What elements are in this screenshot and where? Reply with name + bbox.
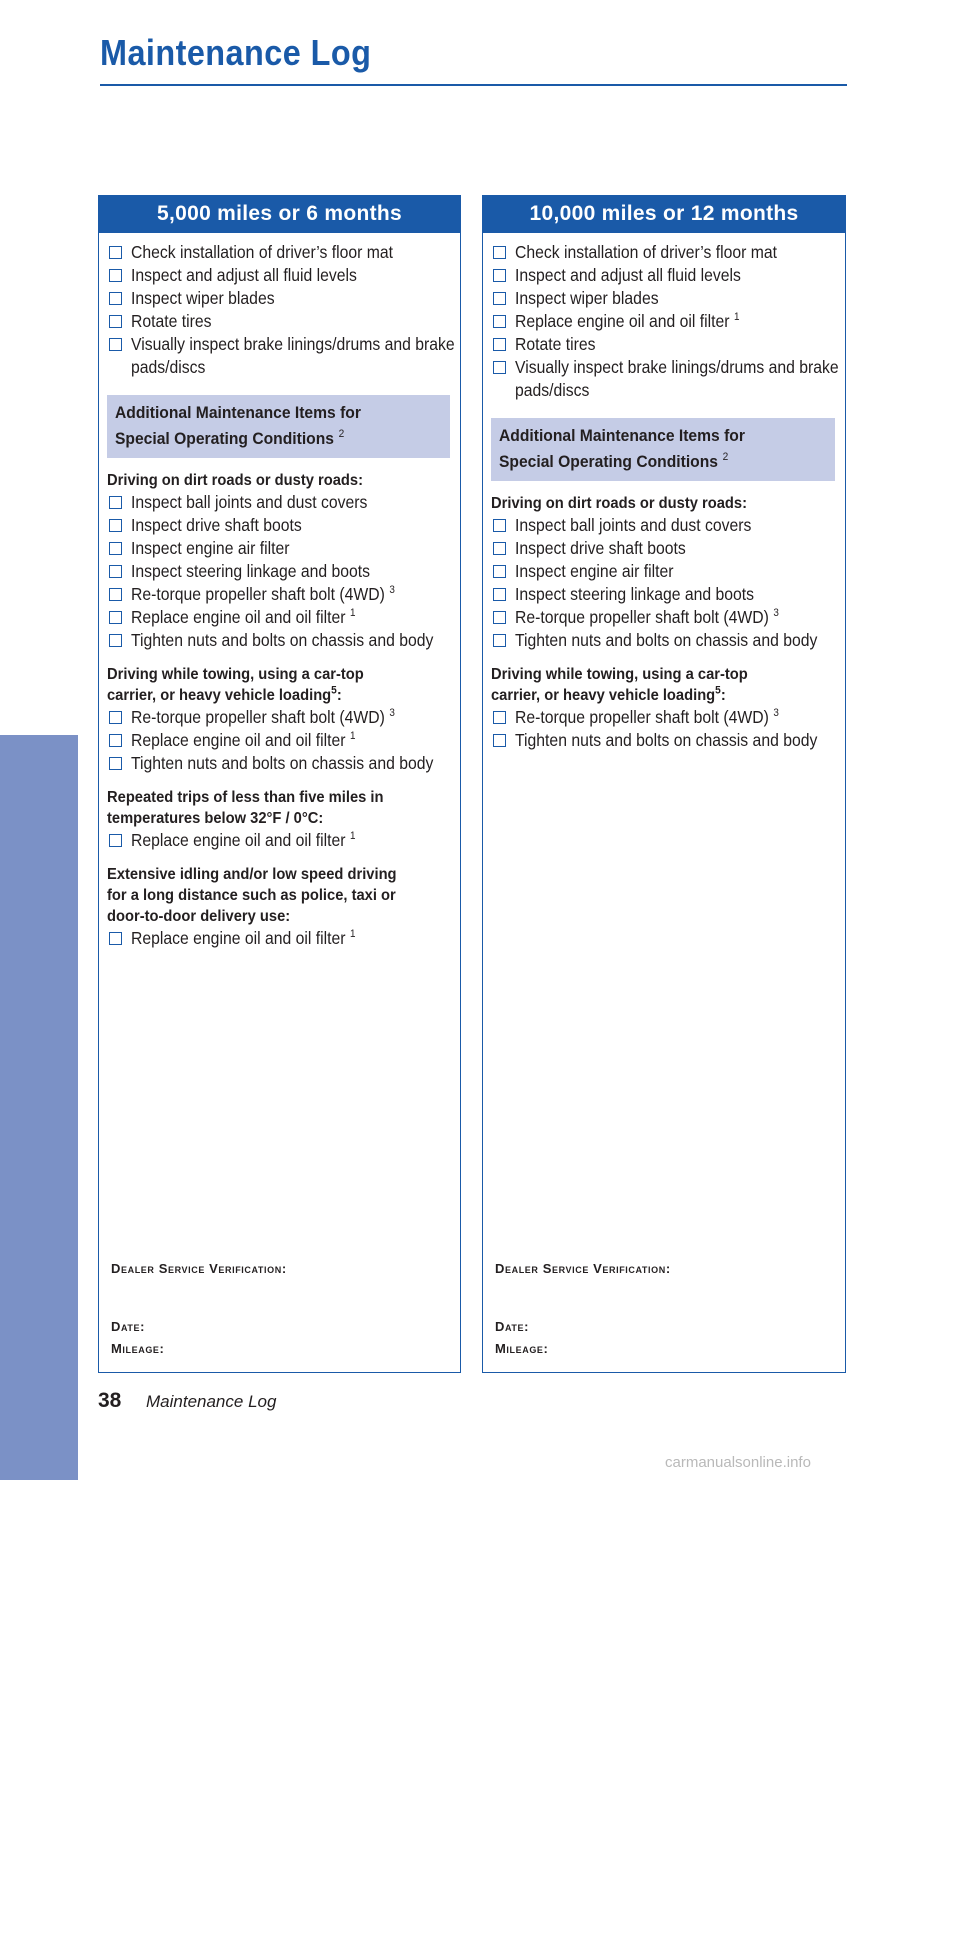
date-label: Date:: [111, 1319, 146, 1334]
checklist-item-label: [515, 606, 779, 629]
banner-line-2: [115, 426, 344, 452]
footnote-marker: 3: [389, 584, 395, 597]
condition-heading-line: [107, 808, 323, 829]
side-tab: [0, 735, 78, 1949]
checklist-item-text: Inspect drive shaft boots: [131, 515, 302, 535]
checklist-item: [107, 310, 452, 333]
condition-heading-text: Driving on dirt roads or dusty roads:: [107, 472, 363, 489]
checklist-item-text: Inspect and adjust all fluid levels: [515, 265, 741, 285]
checklist-item-text: Inspect drive shaft boots: [515, 538, 686, 558]
checklist-item-text: Replace engine oil and oil filter: [131, 730, 346, 750]
column-body: [99, 233, 460, 950]
watermark: carmanualsonline.info: [665, 1454, 811, 1471]
checklist-item-label: [131, 583, 395, 606]
checklist-item-label: [515, 333, 600, 356]
condition-heading-line: [107, 664, 364, 685]
checklist-item-text: Inspect steering linkage and boots: [515, 584, 755, 604]
checklist-item-label: [515, 706, 779, 729]
banner-line-1: Additional Maintenance Items for: [115, 403, 361, 422]
checklist-item-text: Inspect ball joints and dust covers: [131, 492, 368, 512]
checkbox-icon[interactable]: [493, 315, 506, 328]
checklist-item: [107, 706, 452, 729]
condition-heading-text: Driving on dirt roads or dusty roads:: [491, 495, 747, 512]
checklist-item: [491, 606, 837, 629]
footnote-marker: 5: [331, 684, 337, 697]
checkbox-icon[interactable]: [493, 361, 506, 374]
checkbox-icon[interactable]: [109, 588, 122, 601]
checklist-item: [107, 752, 452, 775]
condition-heading: [107, 470, 452, 491]
condition-heading-line: [491, 493, 747, 514]
checklist-item-label: [515, 629, 822, 652]
page-title: Maintenance Log: [100, 32, 372, 73]
column-5000-miles: [98, 195, 461, 1373]
checklist-item: [491, 706, 837, 729]
checkbox-icon[interactable]: [109, 292, 122, 305]
title-rule: [100, 84, 847, 86]
mileage-label: Mileage:: [111, 1341, 165, 1356]
column-header: 10,000 miles or 12 months: [483, 195, 845, 233]
checklist-item-text: Tighten nuts and bolts on chassis and body: [515, 730, 818, 750]
checklist-item-label: [131, 333, 464, 379]
dealer-verification-label: Dealer Service Verification:: [111, 1261, 287, 1276]
checklist-item-label: [131, 537, 294, 560]
condition-heading-line: [107, 787, 383, 808]
checkbox-icon[interactable]: [109, 932, 122, 945]
banner-line-1: Additional Maintenance Items for: [499, 426, 745, 445]
condition-heading-line: [107, 470, 363, 491]
checklist-item-text: Inspect ball joints and dust covers: [515, 515, 752, 535]
checklist-item-text: Re-torque propeller shaft bolt (4WD): [131, 707, 385, 727]
checklist-item-text: Visually inspect brake linings/drums and brake pads/discs: [131, 334, 455, 377]
checkbox-icon[interactable]: [493, 519, 506, 532]
checklist-item-text: Replace engine oil and oil filter: [131, 607, 346, 627]
condition-heading: [107, 864, 452, 927]
checklist-item: [107, 583, 452, 606]
condition-heading-text: Extensive idling and/or low speed driving: [107, 866, 397, 883]
checklist-item-text: Re-torque propeller shaft bolt (4WD): [515, 607, 769, 627]
checklist-item: [491, 629, 837, 652]
checklist-item-text: Tighten nuts and bolts on chassis and body: [131, 753, 434, 773]
checklist-item-label: [515, 514, 756, 537]
condition-heading-line: carrier, or heavy vehicle loading$^5$:: [107, 684, 342, 704]
column-body: [483, 233, 845, 752]
checklist-item: [107, 560, 452, 583]
condition-heading-line: carrier, or heavy vehicle loading$^5$:: [491, 684, 726, 704]
checklist-item: [107, 491, 452, 514]
checklist-item: [107, 829, 452, 852]
footnote-marker: 5: [715, 684, 721, 697]
checklist-item-label: [131, 829, 356, 852]
checkbox-icon[interactable]: [493, 292, 506, 305]
checklist-item: [491, 583, 837, 606]
checkbox-icon[interactable]: [109, 834, 122, 847]
checklist-item-text: Rotate tires: [515, 334, 596, 354]
checklist-item-label: [515, 356, 849, 402]
footnote-marker: 1: [350, 830, 356, 843]
checklist-item-text: Check installation of driver’s floor mat: [515, 242, 778, 262]
additional-items-banner: [491, 418, 835, 481]
footer-label: Maintenance Log: [146, 1392, 277, 1411]
checklist-item: [491, 537, 837, 560]
checklist-item-text: Inspect steering linkage and boots: [131, 561, 371, 581]
checklist-item: [107, 606, 452, 629]
checklist-item-text: Tighten nuts and bolts on chassis and body: [131, 630, 434, 650]
checklist-item: [107, 241, 452, 264]
checklist-item: [107, 287, 452, 310]
condition-heading-line: [491, 664, 748, 685]
checklist-item: [491, 560, 837, 583]
checkbox-icon[interactable]: [493, 246, 506, 259]
checklist-item-label: [515, 264, 745, 287]
checkbox-icon[interactable]: [493, 634, 506, 647]
checklist-item-label: [131, 606, 356, 629]
checklist-item-text: Replace engine oil and oil filter: [131, 830, 346, 850]
condition-heading-text: Driving while towing, using a car-top: [491, 666, 748, 683]
checklist-item-text: Inspect wiper blades: [131, 288, 275, 308]
checkbox-icon[interactable]: [493, 565, 506, 578]
checklist-item-label: [515, 241, 782, 264]
additional-items-banner: [107, 395, 450, 458]
banner-line-2-text: Special Operating Conditions: [499, 452, 718, 471]
checkbox-icon[interactable]: [109, 565, 122, 578]
condition-heading-text: carrier, or heavy vehicle loading: [107, 687, 332, 704]
checklist-item-label: [131, 241, 398, 264]
checklist-item-label: [131, 560, 375, 583]
checkbox-icon[interactable]: [109, 496, 122, 509]
checkbox-icon[interactable]: [493, 338, 506, 351]
checklist-item-label: [131, 310, 216, 333]
condition-heading: [491, 493, 837, 514]
checklist-item-label: [131, 752, 438, 775]
checklist-item: [491, 333, 837, 356]
checklist-item: [107, 927, 452, 950]
condition-heading-line: [107, 864, 397, 885]
checklist-item-text: Rotate tires: [131, 311, 212, 331]
checklist-item-text: Check installation of driver’s floor mat: [131, 242, 394, 262]
date-label: Date:: [495, 1319, 530, 1334]
checklist-item-text: Replace engine oil and oil filter: [131, 928, 346, 948]
condition-heading-line: [107, 906, 290, 927]
checklist-item: [491, 514, 837, 537]
condition-heading-text: carrier, or heavy vehicle loading: [491, 687, 716, 704]
banner-line-2-text: Special Operating Conditions: [115, 429, 334, 448]
checklist-item-label: [131, 491, 372, 514]
checkbox-icon[interactable]: [493, 269, 506, 282]
checklist-item: [107, 514, 452, 537]
dealer-verification-label: Dealer Service Verification:: [495, 1261, 671, 1276]
checklist-item-label: [515, 537, 690, 560]
checkbox-icon[interactable]: [493, 734, 506, 747]
checklist-item-text: Replace engine oil and oil filter: [515, 311, 730, 331]
footnote-marker: 2: [338, 428, 345, 441]
checklist-item-text: Visually inspect brake linings/drums and brake pads/discs: [515, 357, 839, 400]
checkbox-icon[interactable]: [109, 542, 122, 555]
checklist-item-label: [131, 629, 438, 652]
checklist-item: [491, 729, 837, 752]
checkbox-icon[interactable]: [493, 588, 506, 601]
footnote-marker: 3: [773, 607, 779, 620]
checkbox-icon[interactable]: [493, 542, 506, 555]
checklist-item: [107, 537, 452, 560]
checkbox-icon[interactable]: [109, 246, 122, 259]
checklist-item-label: [131, 264, 361, 287]
checklist-item-text: Inspect wiper blades: [515, 288, 659, 308]
checkbox-icon[interactable]: [109, 519, 122, 532]
column-10000-miles: [482, 195, 846, 1373]
checklist-item-label: [131, 706, 395, 729]
checklist-item: [107, 333, 455, 379]
checklist-item-label: [515, 310, 740, 333]
checklist-item-label: [515, 729, 822, 752]
checkbox-icon[interactable]: [109, 711, 122, 724]
checkbox-icon[interactable]: [109, 757, 122, 770]
checklist-item-text: Inspect and adjust all fluid levels: [131, 265, 357, 285]
footnote-marker: 1: [350, 607, 356, 620]
checklist-item-text: Tighten nuts and bolts on chassis and body: [515, 630, 818, 650]
condition-heading: [107, 787, 452, 829]
condition-heading-text: Repeated trips of less than five miles in: [107, 789, 384, 806]
checklist-item-label: [515, 287, 663, 310]
checklist-item: [491, 356, 837, 402]
footnote-marker: 1: [734, 311, 740, 324]
footnote-marker: 2: [722, 451, 729, 464]
checkbox-icon[interactable]: [109, 734, 122, 747]
checklist-item: [491, 287, 837, 310]
footnote-marker: 3: [389, 707, 395, 720]
page-number: 38: [98, 1389, 122, 1412]
condition-heading-text: temperatures below 32°F / 0°C:: [107, 810, 324, 827]
checklist-item-label: [515, 583, 759, 606]
checklist-item: [491, 264, 837, 287]
checklist-item: [107, 629, 452, 652]
checklist-item-label: [131, 514, 306, 537]
side-tab-label: MAINTENANCE: [24, 1731, 53, 1949]
checklist-item-label: [131, 729, 356, 752]
checkbox-icon[interactable]: [109, 611, 122, 624]
checklist-item-label: [131, 287, 279, 310]
banner-line-2: [499, 449, 728, 475]
checklist-item-label: [515, 560, 678, 583]
condition-heading-text: Driving while towing, using a car-top: [107, 666, 364, 683]
footnote-marker: 1: [350, 928, 356, 941]
condition-heading-text: door-to-door delivery use:: [107, 908, 291, 925]
checklist-item: [107, 729, 452, 752]
checklist-item-label: [131, 927, 356, 950]
column-header: 5,000 miles or 6 months: [99, 195, 460, 233]
condition-heading-text: for a long distance such as police, taxi or: [107, 887, 396, 904]
footnote-marker: 3: [773, 707, 779, 720]
footnote-marker: 1: [350, 730, 356, 743]
checklist-item-text: Re-torque propeller shaft bolt (4WD): [131, 584, 385, 604]
checklist-item-text: Re-torque propeller shaft bolt (4WD): [515, 707, 769, 727]
checkbox-icon[interactable]: [493, 711, 506, 724]
condition-heading: [107, 664, 452, 706]
checklist-item: [491, 310, 837, 333]
condition-heading: [491, 664, 837, 706]
checkbox-icon[interactable]: [493, 611, 506, 624]
checkbox-icon[interactable]: [109, 634, 122, 647]
checkbox-icon[interactable]: [109, 269, 122, 282]
checklist-item-text: Inspect engine air filter: [515, 561, 674, 581]
checkbox-icon[interactable]: [109, 338, 122, 351]
checklist-item: [491, 241, 837, 264]
checklist-item: [107, 264, 452, 287]
checklist-item-text: Inspect engine air filter: [131, 538, 290, 558]
condition-heading-line: [107, 885, 396, 906]
mileage-label: Mileage:: [495, 1341, 549, 1356]
checkbox-icon[interactable]: [109, 315, 122, 328]
